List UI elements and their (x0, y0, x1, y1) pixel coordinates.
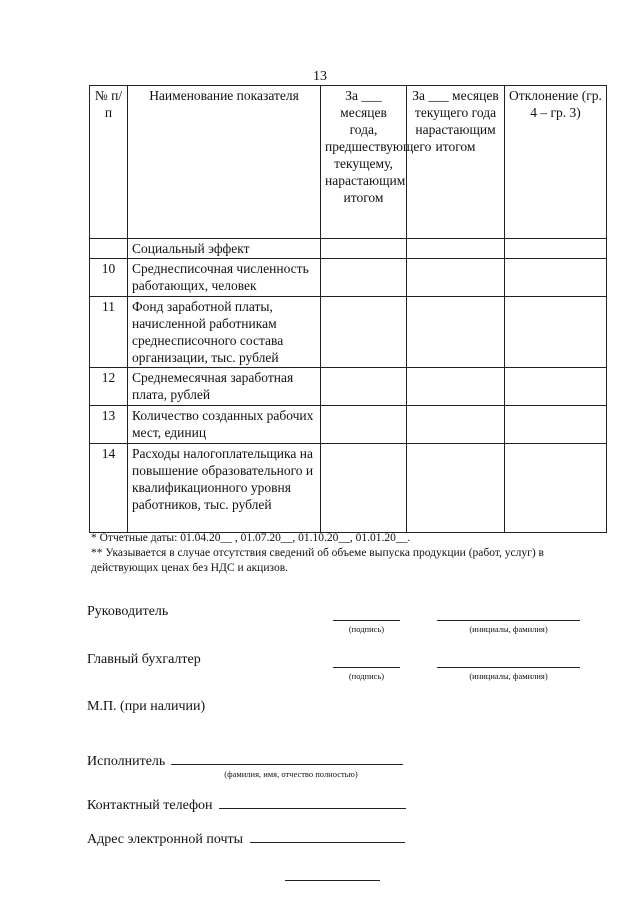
phone-label: Контактный телефон (87, 798, 213, 813)
page-number: 13 (313, 69, 327, 84)
accountant-name-caption: (инициалы, фамилия) (469, 671, 548, 681)
report-table (89, 85, 607, 533)
value-cell (407, 259, 505, 297)
value-cell (505, 406, 607, 444)
header-indicator-name: Наименование показателя (128, 86, 321, 239)
table-row (90, 444, 607, 533)
table-row (90, 406, 607, 444)
email-line[interactable] (250, 830, 405, 843)
value-cell (321, 239, 407, 259)
section-title: Социальный эффект (128, 239, 321, 259)
head-name-caption: (инициалы, фамилия) (469, 624, 548, 634)
value-cell (505, 297, 607, 368)
value-cell (321, 368, 407, 406)
table-row (90, 259, 607, 297)
value-cell (407, 406, 505, 444)
value-cell (505, 259, 607, 297)
row-indicator: Среднемесячная заработная плата, рублей (128, 368, 321, 406)
row-number: 11 (90, 297, 128, 368)
executor-field (87, 752, 403, 770)
header-num: № п/п (90, 86, 128, 239)
accountant-signature-line[interactable] (333, 667, 400, 668)
value-cell (321, 406, 407, 444)
email-field (87, 830, 405, 848)
header-previous-year: За ___ месяцев года, предшествующего текущему, нарастающим итогом (321, 86, 407, 239)
head-signature-line[interactable] (333, 620, 400, 621)
table-header-row (90, 86, 607, 239)
executor-caption: (фамилия, имя, отчество полностью) (224, 769, 358, 779)
phone-field (87, 796, 406, 814)
header-current-year: За ___ месяцев текущего года нарастающим итогом (407, 86, 505, 239)
row-number: 14 (90, 444, 128, 533)
value-cell (321, 259, 407, 297)
row-indicator: Фонд заработной платы, начисленной работникам среднесписочного состава организации, тыс. рублей (128, 297, 321, 368)
email-label: Адрес электронной почты (87, 832, 244, 847)
value-cell (321, 297, 407, 368)
value-cell (505, 444, 607, 533)
value-cell (407, 368, 505, 406)
accountant-signature-caption: (подпись) (348, 671, 385, 681)
phone-line[interactable] (219, 796, 406, 809)
head-label: Руководитель (87, 604, 169, 619)
row-indicator: Среднесписочная численность работающих, человек (128, 259, 321, 297)
head-name-line[interactable] (437, 620, 580, 621)
header-deviation: Отклонение (гр. 4 – гр. 3) (505, 86, 607, 239)
footnote-reporting-dates: * Отчетные даты: 01.04.20__ , 01.07.20__, 01.10.20__, 01.01.20__. (91, 532, 411, 544)
row-indicator: Расходы налогоплательщика на повышение образовательного и квалификационного уровня работников, тыс. рублей (128, 444, 321, 533)
value-cell (505, 368, 607, 406)
table-row (90, 297, 607, 368)
value-cell (505, 239, 607, 259)
section-row (90, 239, 607, 259)
footnotes (91, 531, 606, 576)
row-number: 10 (90, 259, 128, 297)
accountant-name-line[interactable] (437, 667, 580, 668)
value-cell (321, 444, 407, 533)
value-cell (407, 444, 505, 533)
section-num-cell (90, 239, 128, 259)
footnote-no-output-data: ** Указывается в случае отсутствия сведений об объеме выпуска продукции (работ, услуг) в действующих ценах без НДС и акцизов. (91, 547, 544, 574)
row-indicator: Количество созданных рабочих мест, единиц (128, 406, 321, 444)
value-cell (407, 297, 505, 368)
chief-accountant-label: Главный бухгалтер (87, 652, 201, 667)
end-separator-line (285, 880, 380, 881)
value-cell (407, 239, 505, 259)
head-signature-caption: (подпись) (348, 624, 385, 634)
row-number: 12 (90, 368, 128, 406)
row-number: 13 (90, 406, 128, 444)
seal-label: М.П. (при наличии) (87, 699, 206, 714)
executor-label: Исполнитель (87, 754, 166, 769)
table-row (90, 368, 607, 406)
executor-name-line[interactable] (171, 752, 403, 765)
